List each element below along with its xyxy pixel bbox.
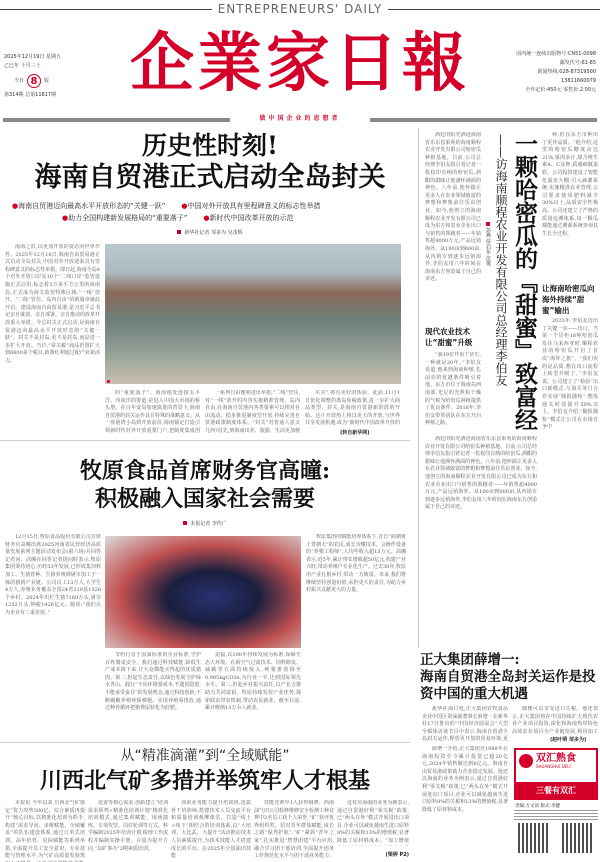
feature-subtitle: ——访海南顺程农业开发有限公司总经理李伯友 [494, 134, 508, 386]
third-headline-line2: 海南自贸港全岛封关运作是投资中国的重大机遇 [420, 669, 596, 702]
fourth-headline[interactable]: 川西北气矿多措并举筑牢人才根基 [39, 768, 370, 794]
second-column-2: 节约行首于国家标准的企业标准,守护百姓餐桌安全。我们通过科技赋能,降低生产成本降下来,让大众都能买得起的优质猪肉。第二,担起生态责任,以绿色发展守护绿水青山。践行“不向环境要成本,不遗留隐患,不能承受责任”的发展理念,通过科技创新,不断破解养殖环保难题。实现养殖零排放,通过种养循环把猪粪尿转化为好肥。 [105, 652, 201, 712]
phone-number: 13811660079 [561, 78, 596, 84]
second-headline[interactable] [0, 457, 410, 513]
fourth-column-1: 本报讯 今年以来,川西北气矿锚定“资力攻势500亿、综合素质再提升”核心目标,以精准化培训为抓手,构建“需求导向、多维赋能、全域覆盖”的队伍建设体系,通过订单式培训、高年培育、星际赋能等系列举措,全面提升员工安全意识、专业技能与管理水平,为气矿高质量发展筑 [5, 800, 85, 860]
cn-number: 国内统一连续出版物号:CN51-0098 [516, 51, 596, 57]
second-column-3: 造福,以100年持续发展为标准,保障生态大环境。在新空气过滤技术、饲料除臭、减碳等方面持续投入,吨猪排放降至0.905kgCO2e,为行业一半,达到国际领先水平。第三,担起乡村振兴责任,以产业力推助力共同富裕。牧原持续发挥产业优势,探索联农带农机制,带动农民就业。截至目前,累计吸纳13万余人就业。 [205, 652, 301, 712]
lead-headline[interactable] [0, 130, 420, 194]
column-divider [418, 128, 419, 648]
fourth-source: (梁婷 P2) [385, 852, 409, 858]
slogan: 做中国企业的思想者 [230, 113, 370, 122]
brand-mascot-icon [519, 754, 533, 768]
section-divider [0, 742, 410, 743]
contact-info [514, 810, 598, 820]
lead-column-3: 一系列自由便利进出举措,“二线”管住,对“一线”放开的内容实施精准管理。岛内自由,在海南自贸港内各类要素可以相对自由流动。稳步推进制度型开放,持续完善自贸港政策制度体系。“封关”对普通人意义几何?首先,到海南出差、旅游、生活更加便 [205, 390, 300, 434]
lead-bullet: ●海南自贸港迈向最高水平开放形态的“关键一跃” [12, 202, 166, 210]
qr-code-icon[interactable] [562, 823, 592, 853]
price-info: 全年定价:450元 零售价:2.00元 [525, 87, 596, 93]
lead-bullets [12, 200, 412, 224]
feature-headline[interactable]: 一颗哈密瓜的『甜蜜』致富经 [511, 132, 538, 431]
english-name: ENTREPRENEURS' DAILY [0, 2, 600, 16]
caption-dot [107, 380, 110, 383]
lead-bullet: ●新时代中国改革开放的示范 [203, 214, 294, 222]
fourth-column-4: 技能竞赛中1人获得铜牌、西南油气田公司检修维修安全检测工种竞赛中2名员工获个人荣誉,“矿”获评优秀组织奖。招对青年群体赋能,成长之路“保驾护航”,“矿”紧抓“青年之家”,扎实推进“智慧团建”平台应用,融合学习团干部培训,全面提升团务工作规范化水平与团干部业务能力。 [254, 800, 334, 860]
page-count-badge: 8 [27, 74, 41, 88]
pages-unit: 版 [44, 77, 50, 84]
newspaper-logo: 企業家日報 [130, 26, 470, 101]
postal-code: 邮发代号:61-85 [559, 60, 596, 66]
page-credits: 责编:万文清 版式:李健 [515, 804, 560, 809]
feature-subheading-2: 让海南哈密瓜向海外持续“甜蜜”输出 [542, 284, 595, 315]
section-divider [0, 440, 410, 441]
third-column-3: 薛增一介绍,正大集团自1988年在海南投资至今累计投资已超20亿元,2024年销售额达到6亿元。海南自由贸易港政策助力企业稳定发展。他还以海南的业务为例表示,通过自贸港好利“零关税”政策,已“两头在外”模式开展进出口项目,企业可以减免越南生进口原料8%的关税和13%的增值税,显著降低了原材料成本。 [422, 746, 508, 813]
port-photo [105, 244, 401, 384]
lead-headline-line1: 历史性时刻! [142, 131, 278, 160]
news-hotline: 新闻热线:028-87319500 [537, 69, 596, 75]
third-column-1: 新华社海口电,正大集团农牧食品企业中国区资深副董事长薛增一在新华社17日推出的“中国经济圆桌会”大型全媒体访谈节目中表示,海南自贸港全岛封关运作,释放更开放的贸易环境,更 [422, 706, 508, 742]
lead-bullet: ●助力全国构建新发展格局的“重要落子” [62, 214, 188, 222]
feature-subheading-1: 现代农业技术让“甜蜜”升级 [425, 327, 473, 347]
lead-bullet: ●中国对外开放具有里程碑意义的标志性举措 [181, 202, 321, 210]
third-headline[interactable] [420, 652, 598, 703]
lead-column-4: 买买”,将有更好的体验。此前,11月1日优化调整的离岛免税政策,进一步扩大商品类型。封关,是海南自贸港新阶段的开始。这片开放热土将以更大的开放,与世界共享发展机遇,成为“新时代中国改革开放的 [305, 390, 400, 427]
ad-brand-name: 双汇熟食 [536, 753, 576, 764]
ad-brand-english: SHUANGHUI DELI [536, 764, 571, 769]
feature-column-3: 酒廷的阳光洒进海南省乐东县果苑的海南顺程农业开发有限公司哈密瓜种植基地。日前,公司总经理李伯友指引着记者一枚枚印有纳的哈密瓜,酒酣的甜味让他满怀满面的神色。八年前,他怀揣让更多人在农业领域致富的梦想和梦想前往乐东创业。如今,他创立的海南顺程农业开发有限公司已成为东方和农业企业出口与销售的领跑者——年销售超4000万元,产品远销海外。从100亩到600亩,从内销专到逐步远销海外,李伯友用八年时间在海南东方创造属于自己的奇迹。 [425, 436, 537, 511]
fourth-column-3: 训讲业务能力提升培训班,选拔骨干培训师,搭建技术人员交流平台和质量培训观摩课堂。打造“线上+线下”相结合的培训体系,以“大培训、大比武、大提升”活动推动技术人员素质提升,为技术技能人才搭建成长的平台。在2025年全国油田技能 [171, 800, 251, 860]
fourth-kicker: 从“精准滴灌”到“全域赋能” [120, 748, 290, 764]
third-column-2: 随便可以享受进口关税。他还表示,正大集团将在中国持续扩大现代农业产业项目投资,深化和海南热带特色高效农业项目全产业链发展,利用加工 [512, 706, 598, 734]
lead-byline: 新华社记者 邹多为 吴茂辉 [0, 229, 420, 236]
feature-column-2b: 2023年,李伯友迈出了关键一步——出口。当第一个货柜18吨哈密瓜发往马来西亚时,顺程农业的哈密瓜开启了首次“海外之旅”。“我们卖的是品质,想在出口流程上转型升级了。”李伯友说。公司建立了“检验”出口新模式,与海关等门合作实现“随报随检”,整体通关时效提升50%以上。李伯友介绍,“随报随检”模式让公司在市场竞争中 [542, 318, 598, 431]
issue-date: 2025年12月19日 星期五 [4, 54, 62, 60]
feature-column-1: 酒廷的阳光洒进海南省乐东县果苑的海南顺程农业开发有限公司哈密瓜种植基地。日前,公司总经理李伯友指引着记者一枚枚印有纳的哈密瓜,酒酣的甜味让他满怀满面的神色。八年前,他怀揣让更多人在农业领域致富的梦想和梦想前往乐东创业。如今,他创立的海南顺程农业开发有限公司已成为东方和农业企业出口与销售的领跑者——年销售超4000万元,产品远销海外。从100亩到600亩,从内销专到逐步远销海外,李伯友用八年时间在海南东方创造属于自己的奇迹。 [425, 132, 481, 283]
second-headline-line2: 积极融入国家社会需要 [94, 486, 315, 512]
fourth-column-2: 处置等核心需求,创新建立“培训需求预判+精准化培训计划”精准化培训模式,通过集训赋能、现场演练、专项攻坚、岗位轮训等方式。科学编制2025年培训计划,梳理工作流程并编制实操手册。存量为提升方向,“以矿事办”2期素质培训。 [88, 800, 168, 852]
today-label: 今日 [14, 77, 25, 84]
lead-column-2: 的“重要落子”。海南地处连接太平洋、印度洋的要道,是进入中国大市场的桥头堡。在百年变局加速演进的背景下,海南自贸港的封关运作具有特殊的战略意义。从一座港湾小岛到开放前沿,海南锚定打造引领新时代对外开放重要门户,把制度集成创 [105, 390, 200, 434]
lead-headline-line2: 海南自贸港正式启动全岛封关 [34, 162, 386, 193]
second-column-4: 牧原集团的赋能培养体系下,昔日“面朝黄土背朝天”的农民,成长为懂技术、会操作设备的“养猪工程师”,人均年收入超13万元。高曈表示,近5年,累计带农增收超50亿元,构建产业兴旺,带动养殖户专业化生产。过去30年,牧原用产业扎根乡村,带动一方致富。未来,我们将继续坚持创造价值,承担更大的责任,为助力乡村振兴贡献更大的力量。 [306, 534, 406, 594]
lead-source: (转自新华网) [340, 430, 370, 436]
third-source: (赵叶萌 邹多为) [550, 737, 587, 743]
second-column-1: 12月15日,牧原食品股份有限公司首席财务官高曈出席2025河南省民营经济高质量发展系列主题活动发布会(第六场)并回答记者问。高曈在回答记者提问时表示,牧原集团秉持初心,历经33年发展,已形成集饲料加工、生猪育种、生猪养殖到屠宰加工于一体的猪肉产业链。公司员工13万人,大学生4万人,养殖业务覆盖全国24省219县1326个乡村。2024年出栏生猪7160万头,屠宰1252万头,纳税1426亿元。她说:“我们认为企业有三重价值。” [5, 534, 101, 616]
lunar-date: 乙巳年 十月三十 [4, 63, 41, 69]
second-byline: 本报记者 李代广 [0, 520, 410, 527]
issue-number: 第314期 总第11617期 [4, 92, 57, 98]
feature-column-1b: “我19岁开始干货生,一种就是20年。”李伯友说道,他来到海南种植,扎前亮的优越条件吸引着他。东方市位于海南岛西南部,光足的光照和干燥的气候为哈密瓜种植提供了优良条件。2018年,李伯友带着团队在东方开启种植之路。 [425, 352, 481, 427]
shuanghui-ad[interactable] [514, 748, 598, 800]
second-headline-line1: 牧原食品首席财务官高曈: [79, 458, 331, 484]
ad-tagline: 三餐有双汇 [516, 782, 596, 798]
lead-column-1: 南海之滨,以更加开放的姿态向世界作答。2025年12月18日,海南自由贸易港正式启动全岛封关,中国对外开放迎来具有里程碑意义的标志性举措。即日起,海南全岛8个对外开放口岸及10个“二线口岸”监管设施正式启用,标志着3万多平方公里的海南岛,正式成为海关监管特殊区域,“一线”放开、“二线”管住、岛内自由”的新篇章就此开启。建设海南自由贸易港,是习近平总书记亲自谋划、亲自部署、亲自推动的改革开放重大举措。今总封关正式启动,是海南自贸港迈向最高水平开放形态的“关键一跃”。封关不是封岛,更不是封岛,而是进一步扩大开放。当日,“零关税”商品范围扩大到6600多个税目,政策红利通过配产业新活力。 [5, 244, 100, 364]
issue-info [4, 53, 94, 100]
feature-column-2: 种,但在东方市种出了更佳品质。“他介绍,这里的哈密瓜糖度高达21%,果肉多汁,甜含维生素A、C及钾,质感细腻柔软。公司投资建设了智能化温室大棚,引入滴灌系统,实施精准农业管理,公司要求使用肥料减少30%以上,品质安全性极高。公司还建立了严格的质量追溯体系,每一颗瓜都能通过溯源系统查询其生长全过程。 [542, 132, 598, 237]
qr-code-icon[interactable] [518, 823, 548, 853]
fourth-column-5: 这对应海南的业务为例表示,通过自贸港好利“零关税”政策,已“两头在外”模式开展进出口项目,企业可以减免越南生进口原料8%的关税和13%的增值税,显著降低了原材料成本。“加工增值 [337, 800, 409, 844]
speaker-photo [105, 536, 301, 648]
publication-info [470, 50, 596, 95]
feature-byline: 彭燕 侍启东 沈俊 [484, 222, 491, 266]
third-headline-line1: 正大集团薛增一: [420, 652, 520, 668]
